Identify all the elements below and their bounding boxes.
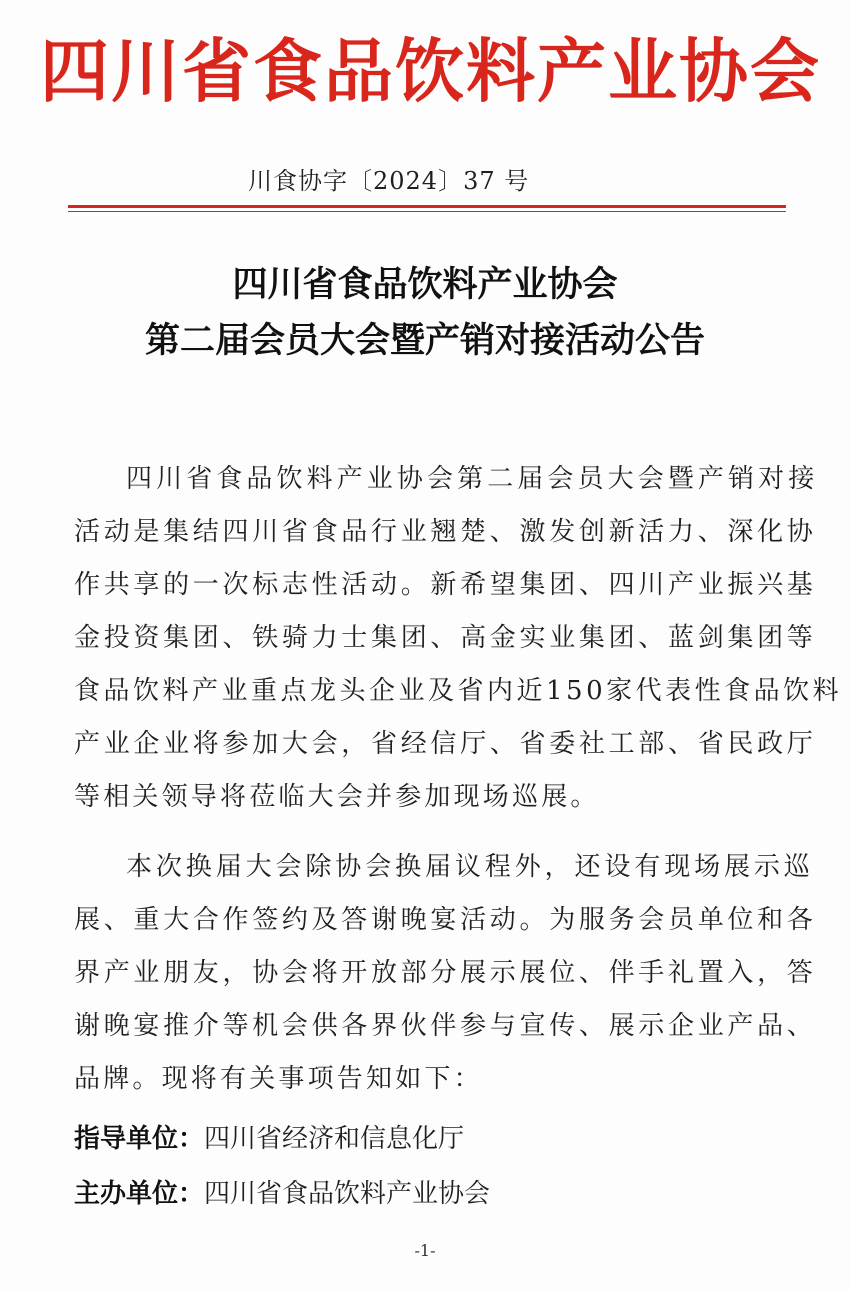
- body-paragraph-1-line-2: 活动是集结四川省食品行业翘楚、激发创新活力、深化协: [74, 517, 817, 547]
- body-paragraph-1-line-4: 金投资集团、铁骑力士集团、高金实业集团、蓝剑集团等: [74, 623, 817, 653]
- body-paragraph-2-line-3: 界产业朋友，协会将开放部分展示展位、伴手礼置入，答: [74, 958, 817, 988]
- host-unit-line: [74, 1176, 490, 1212]
- body-paragraph-2-line-4: 谢晚宴推介等机会供各界伙伴参与宣传、展示企业产品、: [74, 1011, 817, 1041]
- page-number: -1-: [414, 1241, 436, 1260]
- body-paragraph-1-line-6: 产业企业将参加大会，省经信厅、省委社工部、省民政厅: [74, 729, 817, 759]
- body-paragraph-1-line-7: 等相关领导将莅临大会并参加现场巡展。: [74, 782, 600, 812]
- header-rule-thin: [68, 211, 786, 212]
- organization-header: 四川省食品饮料产业协会: [40, 32, 821, 112]
- body-paragraph-1-line-5: 食品饮料产业重点龙头企业及省内近150家代表性食品饮料: [74, 676, 843, 706]
- body-paragraph-2-line-2: 展、重大合作签约及答谢晚宴活动。为服务会员单位和各: [74, 905, 817, 935]
- host-unit-value: 四川省食品饮料产业协会: [204, 1179, 491, 1209]
- body-paragraph-1-line-1: 四川省食品饮料产业协会第二届会员大会暨产销对接: [126, 464, 819, 494]
- body-paragraph-1-line-3: 作共享的一次标志性活动。新希望集团、四川产业振兴基: [74, 570, 817, 600]
- header-rule-thick: [68, 205, 786, 208]
- document-title-line-2: 第二届会员大会暨产销对接活动公告: [144, 321, 705, 361]
- guiding-unit-value: 四川省经济和信息化厅: [204, 1124, 465, 1154]
- document-title-line-1: 四川省食品饮料产业协会: [232, 265, 618, 305]
- body-paragraph-2-line-1: 本次换届大会除协会换届议程外，还设有现场展示巡: [126, 852, 814, 882]
- document-number: 川食协字〔2024〕37 号: [248, 167, 530, 195]
- guiding-unit-label: 指导单位：: [74, 1124, 205, 1154]
- host-unit-label: 主办单位：: [74, 1179, 205, 1209]
- guiding-unit-line: [74, 1121, 464, 1157]
- body-paragraph-2-line-5: 品牌。现将有关事项告知如下：: [74, 1064, 483, 1094]
